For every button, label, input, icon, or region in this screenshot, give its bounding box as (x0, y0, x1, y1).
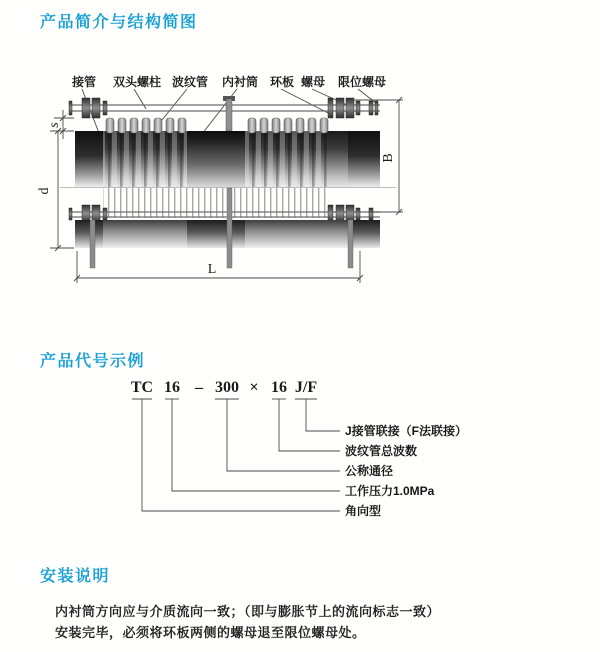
dim-label-d: d (37, 187, 52, 195)
label-limit-nut: 限位螺母 (337, 75, 387, 89)
bellows-crowns (106, 118, 328, 133)
code-part-pressure: 16 (164, 379, 180, 396)
label-double-end-stud: 双头螺柱 (112, 75, 162, 89)
code-explanation-waves: 波纹管总波数 (345, 444, 418, 458)
code-part-dash: – (195, 379, 203, 396)
liner-band (187, 131, 245, 187)
bellows-section-lines (103, 188, 327, 218)
code-explanation-type: 角向型 (345, 504, 382, 518)
label-nut: 螺母 (300, 75, 326, 89)
section-title-code: 产品代号示例 (40, 353, 146, 370)
label-inner-liner: 内衬筒 (221, 75, 259, 89)
bellows-section-left (103, 131, 187, 187)
code-part-connection: J/F (294, 379, 318, 396)
section-title-intro: 产品简介与结构简图 (40, 14, 198, 31)
install-note-line2: 安装完毕，必须将环板两侧的螺母退至限位螺母处。 (55, 625, 366, 640)
structure-diagram (0, 55, 600, 355)
tie-rod-top (69, 96, 380, 131)
code-connector-lines (132, 399, 340, 511)
label-connecting-pipe: 接管 (71, 75, 97, 89)
code-part-type: TC (130, 379, 154, 396)
code-explanation-pressure: 工作压力1.0MPa (345, 484, 435, 498)
section-title-install: 安装说明 (40, 568, 111, 585)
code-part-times: × (249, 379, 259, 396)
part-labels (71, 74, 386, 89)
code-part-diameter: 300 (215, 379, 239, 396)
code-explanations (345, 423, 467, 518)
dim-label-s: s (47, 122, 62, 128)
right-pipe-end (348, 131, 380, 187)
dimension-L (74, 251, 363, 283)
expansion-joint-lower-half (69, 188, 380, 268)
label-bellows: 波纹管 (171, 75, 209, 89)
bellows-section-right (245, 131, 328, 187)
label-ring-plate: 环板 (269, 75, 295, 89)
code-part-waves: 16 (271, 379, 287, 396)
left-pipe-end (75, 131, 103, 187)
dim-label-L: L (207, 262, 217, 277)
dimension-d (37, 128, 74, 251)
code-string (131, 379, 317, 396)
middle-stud-top (226, 99, 232, 131)
dim-label-B: B (381, 153, 396, 163)
code-explanation-connection: J接管联接（F法联接） (345, 424, 468, 438)
install-note-line1: 内衬筒方向应与介质流向一致；（即与膨胀节上的流向标志一致） (55, 604, 441, 619)
code-explanation-diameter: 公称通径 (345, 464, 394, 478)
code-example-figure (0, 375, 600, 530)
